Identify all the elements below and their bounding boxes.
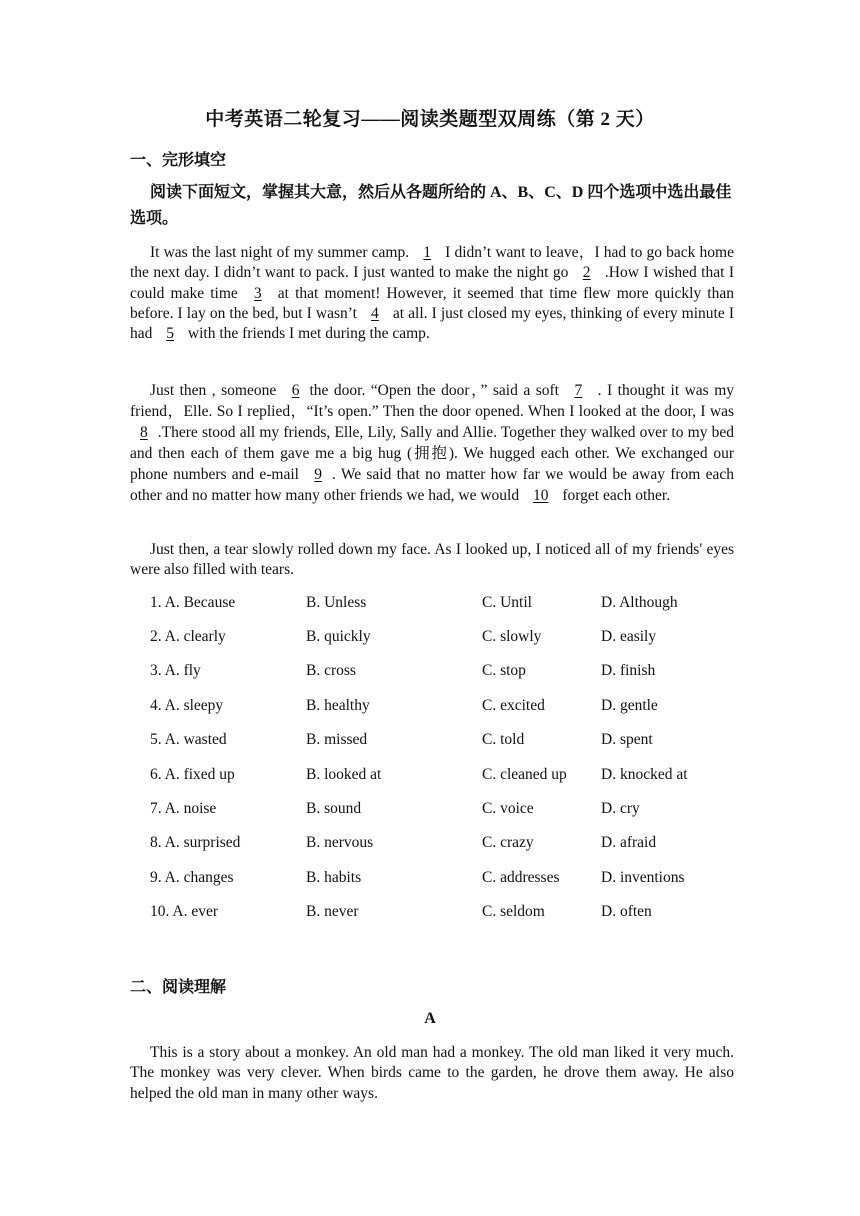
option-row (0, 766, 860, 788)
passage-text: I didn’t want to leave，I had to go back home the next day. I didn’t want to pack. I just wanted to make the night go (130, 244, 734, 282)
option-a: 5. A. wasted (150, 731, 227, 748)
option-c: C. told (482, 731, 525, 748)
page-title: 中考英语二轮复习——阅读类题型双周练（第 2 天） (205, 109, 655, 130)
passage-text: . I thought it was my friend，Elle. So I replied，“It’s open.” Then the door opened. When I looked at the door, I was (130, 382, 734, 420)
passage-label: A (424, 1010, 436, 1027)
option-d: D. easily (601, 628, 657, 645)
option-c: C. cleaned up (482, 766, 567, 783)
option-row (0, 834, 860, 856)
option-a: 7. A. noise (150, 800, 217, 817)
option-b: B. sound (306, 800, 362, 817)
blank-1: 1 (423, 244, 431, 261)
cloze-instruction: 阅读下面短文，掌握其大意，然后从各题所给的 A、B、C、D 四个选项中选出最佳选项。 (130, 184, 732, 227)
option-c: C. excited (482, 697, 545, 714)
cloze-paragraph-3: Just then, a tear slowly rolled down my face. As I looked up, I noticed all of my friends' eyes were also filled with tears. (130, 541, 734, 579)
option-d: D. Although (601, 594, 678, 611)
option-row (0, 731, 860, 753)
option-row (0, 869, 860, 891)
option-c: C. slowly (482, 628, 542, 645)
option-b: B. looked at (306, 766, 382, 783)
passage-text: . We said that no matter how far we would be away from each other and no matter how many other friends we had, we would (130, 466, 735, 504)
option-d: D. often (601, 903, 652, 920)
option-a: 8. A. surprised (150, 834, 241, 851)
option-b: B. healthy (306, 697, 370, 714)
option-a: 3. A. fly (150, 662, 201, 679)
option-b: B. habits (306, 869, 362, 886)
cloze-paragraph-1 (130, 243, 734, 344)
option-a: 4. A. sleepy (150, 697, 224, 714)
passage-text: the door. “Open the door，” said a soft (309, 382, 565, 399)
blank-6: 6 (291, 382, 300, 399)
option-d: D. gentle (601, 697, 658, 714)
option-d: D. cry (601, 800, 640, 817)
cloze-paragraph-2 (130, 380, 734, 506)
blank-8: 8 (140, 424, 148, 441)
option-b: B. Unless (306, 594, 367, 611)
option-b: B. cross (306, 662, 356, 679)
passage-text: at that moment! However, it seemed that time flew more quickly than before. I lay on the bed, but I wasn’t (130, 284, 734, 322)
option-d: D. inventions (601, 869, 685, 886)
option-row (0, 800, 860, 822)
blank-7: 7 (574, 382, 583, 399)
passage-text: at all. I just closed my eyes, thinking of every minute I had (130, 304, 734, 343)
passage-text: .How I wished that I could make time (130, 264, 734, 302)
option-b: B. never (306, 903, 359, 920)
blank-9: 9 (314, 466, 322, 483)
option-d: D. knocked at (601, 766, 688, 783)
option-d: D. afraid (601, 834, 657, 851)
section-heading-reading: 二、阅读理解 (130, 979, 227, 996)
passage-text: .There stood all my friends, Elle, Lily, Sally and Allie. Together they walked over to my bed and then each of them gave me a big hug (拥抱). We hugged each other. We exchanged our phone numbers and e-mail (130, 424, 734, 483)
passage-text: with the friends I met during the camp. (184, 325, 430, 343)
blank-3: 3 (253, 284, 262, 302)
blank-2: 2 (582, 264, 591, 282)
option-row (0, 697, 860, 719)
option-c: C. Until (482, 594, 532, 611)
option-row (0, 594, 860, 616)
blank-5: 5 (166, 325, 175, 343)
option-a: 1. A. Because (150, 594, 236, 611)
option-c: C. voice (482, 800, 534, 817)
option-b: B. missed (306, 731, 368, 748)
blank-10: 10 (533, 487, 549, 504)
option-a: 10. A. ever (150, 903, 219, 920)
option-c: C. addresses (482, 869, 560, 886)
reading-paragraph-1: This is a story about a monkey. An old man had a monkey. The old man liked it very much. The monkey was very clever. When birds came to the garden, he drove them away. He also helped the old man in many other ways. (130, 1044, 734, 1102)
option-a: 2. A. clearly (150, 628, 226, 645)
option-d: D. spent (601, 731, 653, 748)
option-row (0, 628, 860, 650)
option-a: 9. A. changes (150, 869, 234, 886)
option-b: B. quickly (306, 628, 371, 645)
option-d: D. finish (601, 662, 656, 679)
option-row (0, 903, 860, 925)
passage-text: Just then , someone (150, 382, 282, 399)
passage-text: It was the last night of my summer camp. (150, 244, 414, 261)
option-c: C. crazy (482, 834, 534, 851)
passage-text: forget each other. (558, 487, 671, 504)
option-row (0, 662, 860, 684)
option-a: 6. A. fixed up (150, 766, 235, 783)
blank-4: 4 (371, 304, 379, 322)
section-heading-cloze: 一、完形填空 (130, 152, 227, 169)
option-c: C. seldom (482, 903, 545, 920)
option-b: B. nervous (306, 834, 374, 851)
option-c: C. stop (482, 662, 526, 679)
